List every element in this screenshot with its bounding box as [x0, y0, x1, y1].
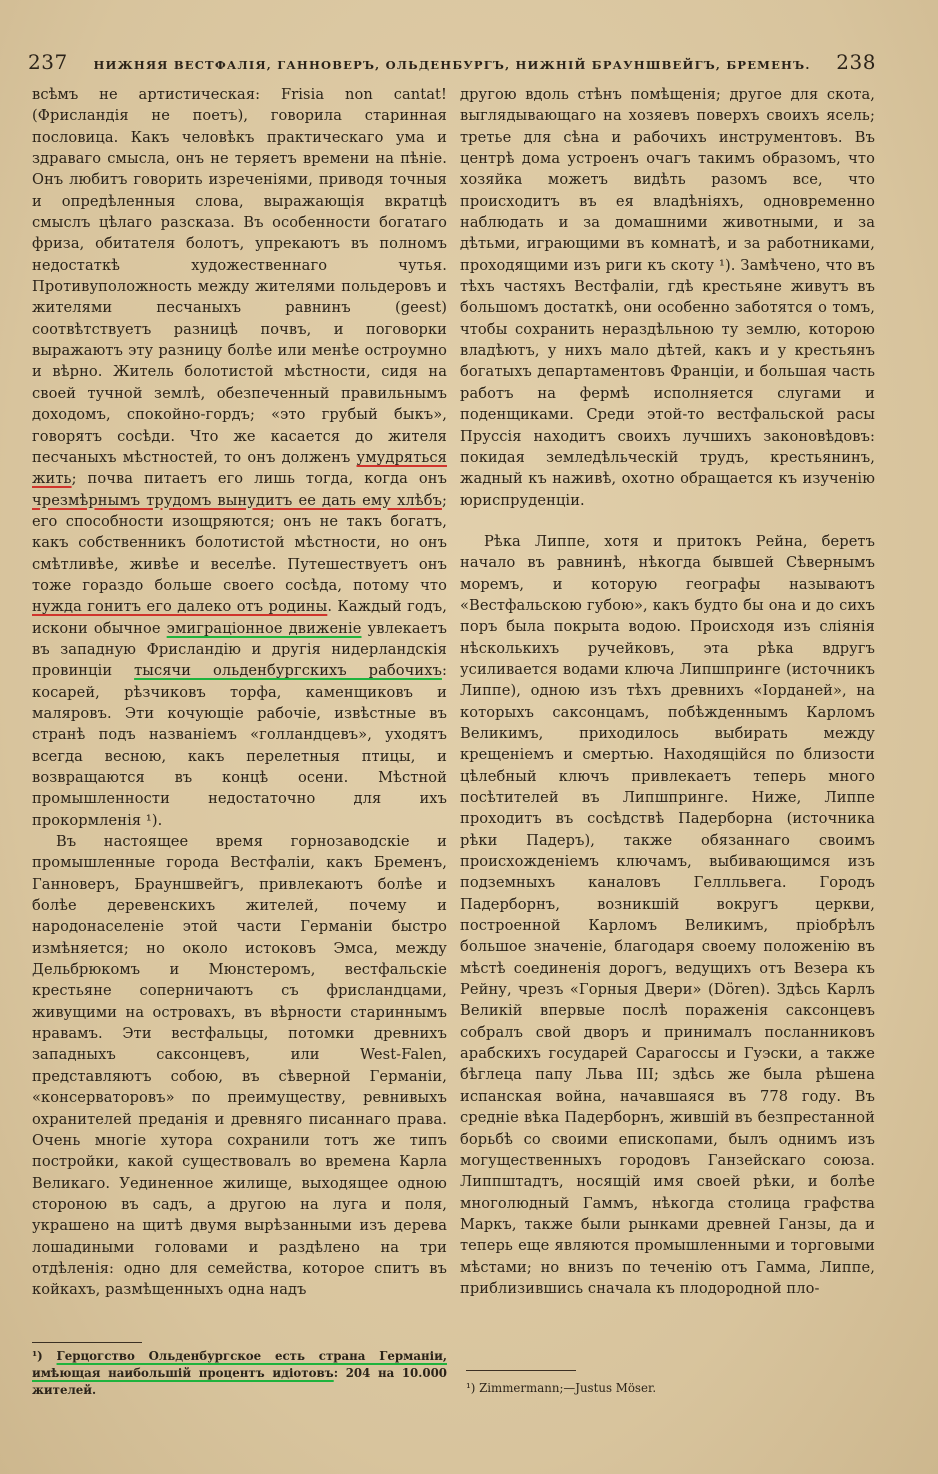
- right-footnote-block: [466, 1380, 881, 1397]
- red-underline: нужда гонитъ его далеко отъ родины: [32, 598, 328, 616]
- left-column: [32, 84, 447, 1414]
- right-footnote: ¹) Zimmermann;—Justus Möser.: [466, 1381, 657, 1395]
- green-underline: эмиграціонное движеніе: [166, 619, 362, 637]
- right-paragraph-1: другою вдоль стѣнъ помѣщенія; другое для скота, выглядывающаго на хозяевъ поверхъ своихъ ясель; третье для сѣна и рабочихъ инструментовъ. Въ центрѣ дома устроенъ очагъ такимъ образомъ, что хозяйка можетъ видѣть разомъ все, что происходитъ въ ея владѣніяхъ, одновременно наблюдать и за домашними животными, и за дѣтьми, играющими въ комнатѣ, и за работниками, проходящими изъ риги къ скоту ¹). Замѣчено, что въ тѣхъ частяхъ Вестфаліи, гдѣ крестьяне живутъ въ большомъ достаткѣ, они особенно заботятся о томъ, чтобы сохранить нераздѣльною ту землю, которою владѣютъ, у нихъ мало дѣтей, какъ и у крестьянъ богатыхъ департаментовъ Франціи, и большая часть работъ на фермѣ исполняется слугами и поденщиками. Среди этой-то вестфальской расы Пруссія находитъ своихъ лучшихъ законовѣдовъ: покидая земледѣльческій трудъ, крестьянинъ, жадный къ наживѣ, охотно обращается къ изученію юриспруденціи.: [460, 86, 875, 509]
- red-underline: чрезмѣрнымъ трудомъ вынудитъ ее дать ему хлѣбъ: [32, 491, 442, 509]
- footnote-rule: [466, 1370, 576, 1371]
- running-header: [28, 50, 876, 80]
- right-column: [460, 84, 875, 1414]
- page-number-right: 238: [836, 50, 876, 74]
- green-underline: тысячи ольденбургскихъ рабочихъ: [134, 662, 442, 680]
- footnote-rule: [32, 1342, 142, 1343]
- left-footnote-block: [32, 1348, 447, 1399]
- running-title: НИЖНЯЯ ВЕСТФАЛІЯ, ГАННОВЕРЪ, ОЛЬДЕНБУРГЪ, НИЖНІЙ БРАУНШВЕЙГЪ, БРЕМЕНЪ.: [93, 58, 811, 72]
- right-paragraph-2: Рѣка Липпе, хотя и притокъ Рейна, беретъ начало въ равнинѣ, нѣкогда бывшей Сѣвернымъ моремъ, и которую географы называютъ «Вестфальскою губою», какъ будто бы она и до сихъ поръ была покрыта водою. Происходя изъ сліянія нѣсколькихъ ручейковъ, эта рѣка вдругъ усиливается водами ключа Липшпринге (источникъ Липпе), одною изъ тѣхъ древнихъ «Іорданей», на которыхъ саксонцамъ, побѣжденнымъ Карломъ Великимъ, приходилось выбирать между крещеніемъ и смертью. Находящійся по близости цѣлебный ключъ привлекаетъ теперь много посѣтителей въ Липшпринге. Ниже, Липпе проходитъ въ сосѣдствѣ Падерборна (источника рѣки Падеръ), также обязаннаго своимъ происхожденіемъ ключамъ, выбивающимся изъ подземныхъ каналовъ Геллльвега. Городъ Падерборнъ, возникшій вокругъ церкви, построенной Карломъ Великимъ, пріобрѣлъ большое значеніе, благодаря своему положенію въ мѣстѣ соединенія дорогъ, ведущихъ отъ Везера къ Рейну, чрезъ «Горныя Двери» (Dören). Здѣсь Карлъ Великій впервые послѣ пораженія саксонцевъ собралъ свой дворъ и принималъ посланниковъ арабскихъ государей Сарагоссы и Гуэски, а также бѣглеца папу Льва III; здѣсь же была рѣшена испанская война, начавшаяся въ 778 году. Въ средніе вѣка Падерборнъ, жившій въ безпрестанной борьбѣ со своими епископами, былъ однимъ изъ могущественныхъ городовъ Ганзейскаго союза. Липпштадтъ, носящій имя своей рѣки, и болѣе многолюдный Гаммъ, нѣкогда столица графства Маркъ, также были рынками древней Ганзы, да и теперь еще являются промышленными и торговыми мѣстами; но внизъ по теченію отъ Гамма, Липпе, приблизившись сначала къ плодородной пло-: [460, 532, 875, 1297]
- green-underline: Герцогство Ольденбургское есть страна Германіи, имѣющая наибольшій процентъ идіотовъ: [32, 1349, 447, 1380]
- left-footnote: ¹) Герцогство Ольденбургское есть страна Германіи, имѣющая наибольшій процентъ идіотовъ: 204 на 10.000 жителей.: [32, 1349, 448, 1397]
- left-paragraph-2: Въ настоящее время горнозаводскіе и промышленные города Вестфаліи, какъ Бременъ, Ганноверъ, Брауншвейгъ, привлекаютъ болѣе и болѣе деревенскихъ жителей, почему и народонаселеніе этой части Германіи быстро измѣняется; но около истоковъ Эмса, между Дельбрюкомъ и Мюнстеромъ, вестфальскіе крестьяне соперничаютъ съ фрисландцами, живущими на островахъ, въ вѣрности стариннымъ нравамъ. Эти вестфальцы, потомки древнихъ западныхъ саксонцевъ, или West-Falen, представляютъ собою, въ сѣверной Германіи, «консерваторовъ» по преимуществу, ревнивыхъ охранителей преданія и древняго писаннаго права. Очень многіе хутора сохранили тотъ же типъ постройки, какой существовалъ во времена Карла Великаго. Уединенное жилище, выходящее одною стороною въ садъ, а другою на луга и поля, украшено на щитѣ двумя вырѣзанными изъ дерева лошадиными головами и раздѣлено на три отдѣленія: одно для семейства, которое спитъ въ койкахъ, размѣщенныхъ одна надъ: [32, 833, 447, 1299]
- left-paragraph-1: всѣмъ не артистическая: Frisia non cantat! (Фрисландія не поетъ), говорила старинная пословица. Какъ человѣкъ практическаго ума и здраваго смысла, онъ не теряетъ времени на пѣніе. Онъ любитъ говорить изреченіями, приводя точныя и опредѣленныя слова, выражающія вкратцѣ смыслъ цѣлаго разсказа. Въ особенности богатаго фриза, обитателя болотъ, упрекаютъ въ полномъ недостаткѣ художественнаго чутья. Противуположность между жителями польдеровъ и жителями песчаныхъ равнинъ (geest) соотвѣтствуетъ разницѣ почвъ, и поговорки выражаютъ эту разницу болѣе или менѣе остроумно и вѣрно. Житель болотистой мѣстности, сидя на своей тучной землѣ, обезпеченный правильнымъ доходомъ, спокойно-гордъ; «это грубый быкъ», говорятъ сосѣди. Что же касается до жителя песчаныхъ мѣстностей, то онъ долженъ умудряться жить; почва питаетъ его лишь тогда, когда онъ чрезмѣрнымъ трудомъ вынудитъ ее дать ему хлѣбъ; его способности изощряются; онъ не такъ богатъ, какъ собственникъ болотистой мѣстности, но онъ смѣтливѣе, живѣе и веселѣе. Путешествуетъ онъ тоже гораздо больше своего сосѣда, потому что нужда гонитъ его далеко отъ родины. Каждый годъ, искони обычное эмиграціонное движеніе увлекаетъ въ западную Фрисландію и другія нидерландскія провинціи тысячи ольденбургскихъ рабочихъ: косарей, рѣзчиковъ торфа, каменщиковъ и маляровъ. Эти кочующіе рабочіе, извѣстные въ странѣ подъ названіемъ «голландцевъ», уходятъ всегда весною, какъ перелетныя птицы, и возвращаются въ концѣ осени. Мѣстной промышленности недостаточно для ихъ прокормленія ¹).: [32, 86, 447, 829]
- red-underline: умудряться жить: [32, 448, 447, 488]
- page-number-left: 237: [28, 50, 68, 74]
